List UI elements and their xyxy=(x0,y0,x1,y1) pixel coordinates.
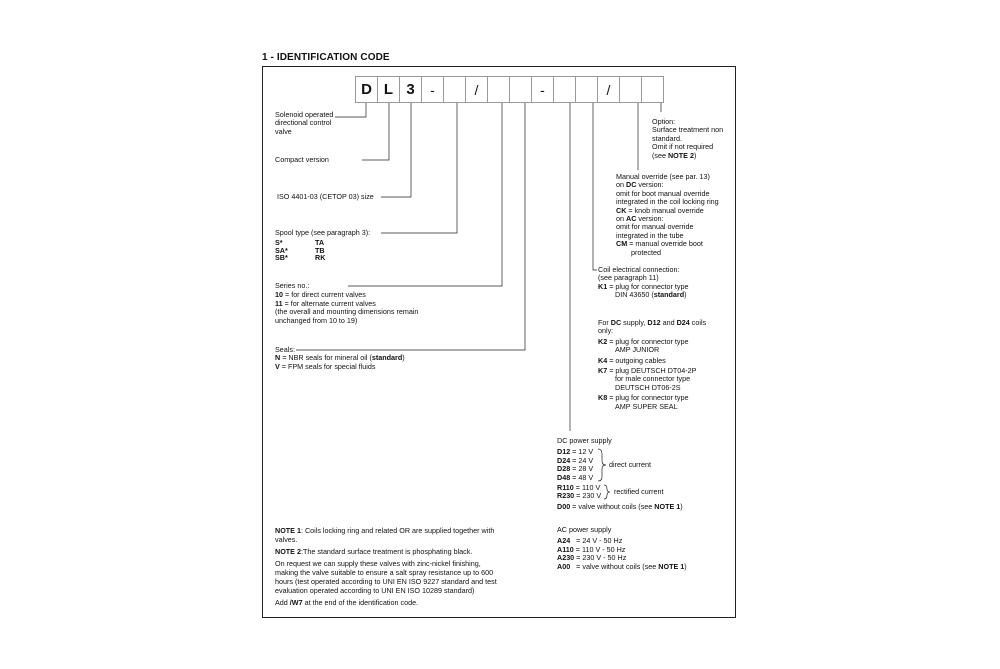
code-cell: 3 xyxy=(399,76,422,103)
code-cell: D xyxy=(355,76,378,103)
spool-type-block: Spool type (see paragraph 3): S* SA* SB* TA TB RK xyxy=(275,228,371,263)
code-cell: / xyxy=(465,76,488,103)
solenoid-label: Solenoid operated directional control valve xyxy=(275,110,334,136)
direct-current-label: direct current xyxy=(609,460,651,469)
dc-coils-block: For DC supply, D12 and D24 coils only: K2 = plug for connector type AMP JUNIOR K4 = outgoing cables K7 = plug DEUTSCH DT04-2P for male connector type DEUTSCH DT06-2S K8 = plug for connector type AMP SUPER SEAL xyxy=(598,318,707,411)
notes-block: NOTE 1: Coils locking ring and related OR are supplied together with valves. NOTE 2:The standard surface treatment is phosphating black. On request we can supply these valves with zinc-nickel finishing, making the valve suitable to ensure a salt spray resistance up to 600 hours (test operated according to UNI EN ISO 9227 standard and test evaluation operated according to UNI EN ISO 10289 standard) Add /W7 at the end of the identification code. xyxy=(275,526,497,607)
manual-override-block: Manual override (see par. 13) on DC version: omit for boot manual override integrated in the coil locking ring CK = knob manual override on AC version: omit for manual override integrated in the tube CM = manual override boot protected xyxy=(616,172,719,257)
compact-label: Compact version xyxy=(275,155,329,164)
ac-power-block: AC power supply A24 = 24 V - 50 Hz A110 = 110 V - 50 Hz A230 = 230 V - 50 Hz A00 = valve without coils (see NOTE 1) xyxy=(557,525,687,571)
rectified-current-label: rectified current xyxy=(614,487,664,496)
code-cell: - xyxy=(421,76,444,103)
code-cell: L xyxy=(377,76,400,103)
series-block: Series no.: 10 = for direct current valves 11 = for alternate current valves (the overall and mounting dimensions remain unchanged from 10 to 19) xyxy=(275,281,419,325)
code-cell: / xyxy=(597,76,620,103)
section-heading: 1 - IDENTIFICATION CODE xyxy=(262,52,390,63)
seals-block: Seals: N = NBR seals for mineral oil (standard) V = FPM seals for special fluids xyxy=(275,345,405,371)
coil-connection-block: Coil electrical connection: (see paragraph 11) K1 = plug for connector type DIN 43650 (standard) xyxy=(598,265,689,300)
iso-size-label: ISO 4401-03 (CETOP 03) size xyxy=(277,192,374,201)
dc-power-block: DC power supply D12 = 12 V D24 = 24 V D28 = 28 V D48 = 48 V R110 = 110 V R230 = 230 V D00 = valve without coils (see NOTE 1) xyxy=(557,436,683,511)
code-cell: - xyxy=(531,76,554,103)
option-block: Option: Surface treatment non standard. Omit if not required (see NOTE 2) xyxy=(652,117,724,160)
